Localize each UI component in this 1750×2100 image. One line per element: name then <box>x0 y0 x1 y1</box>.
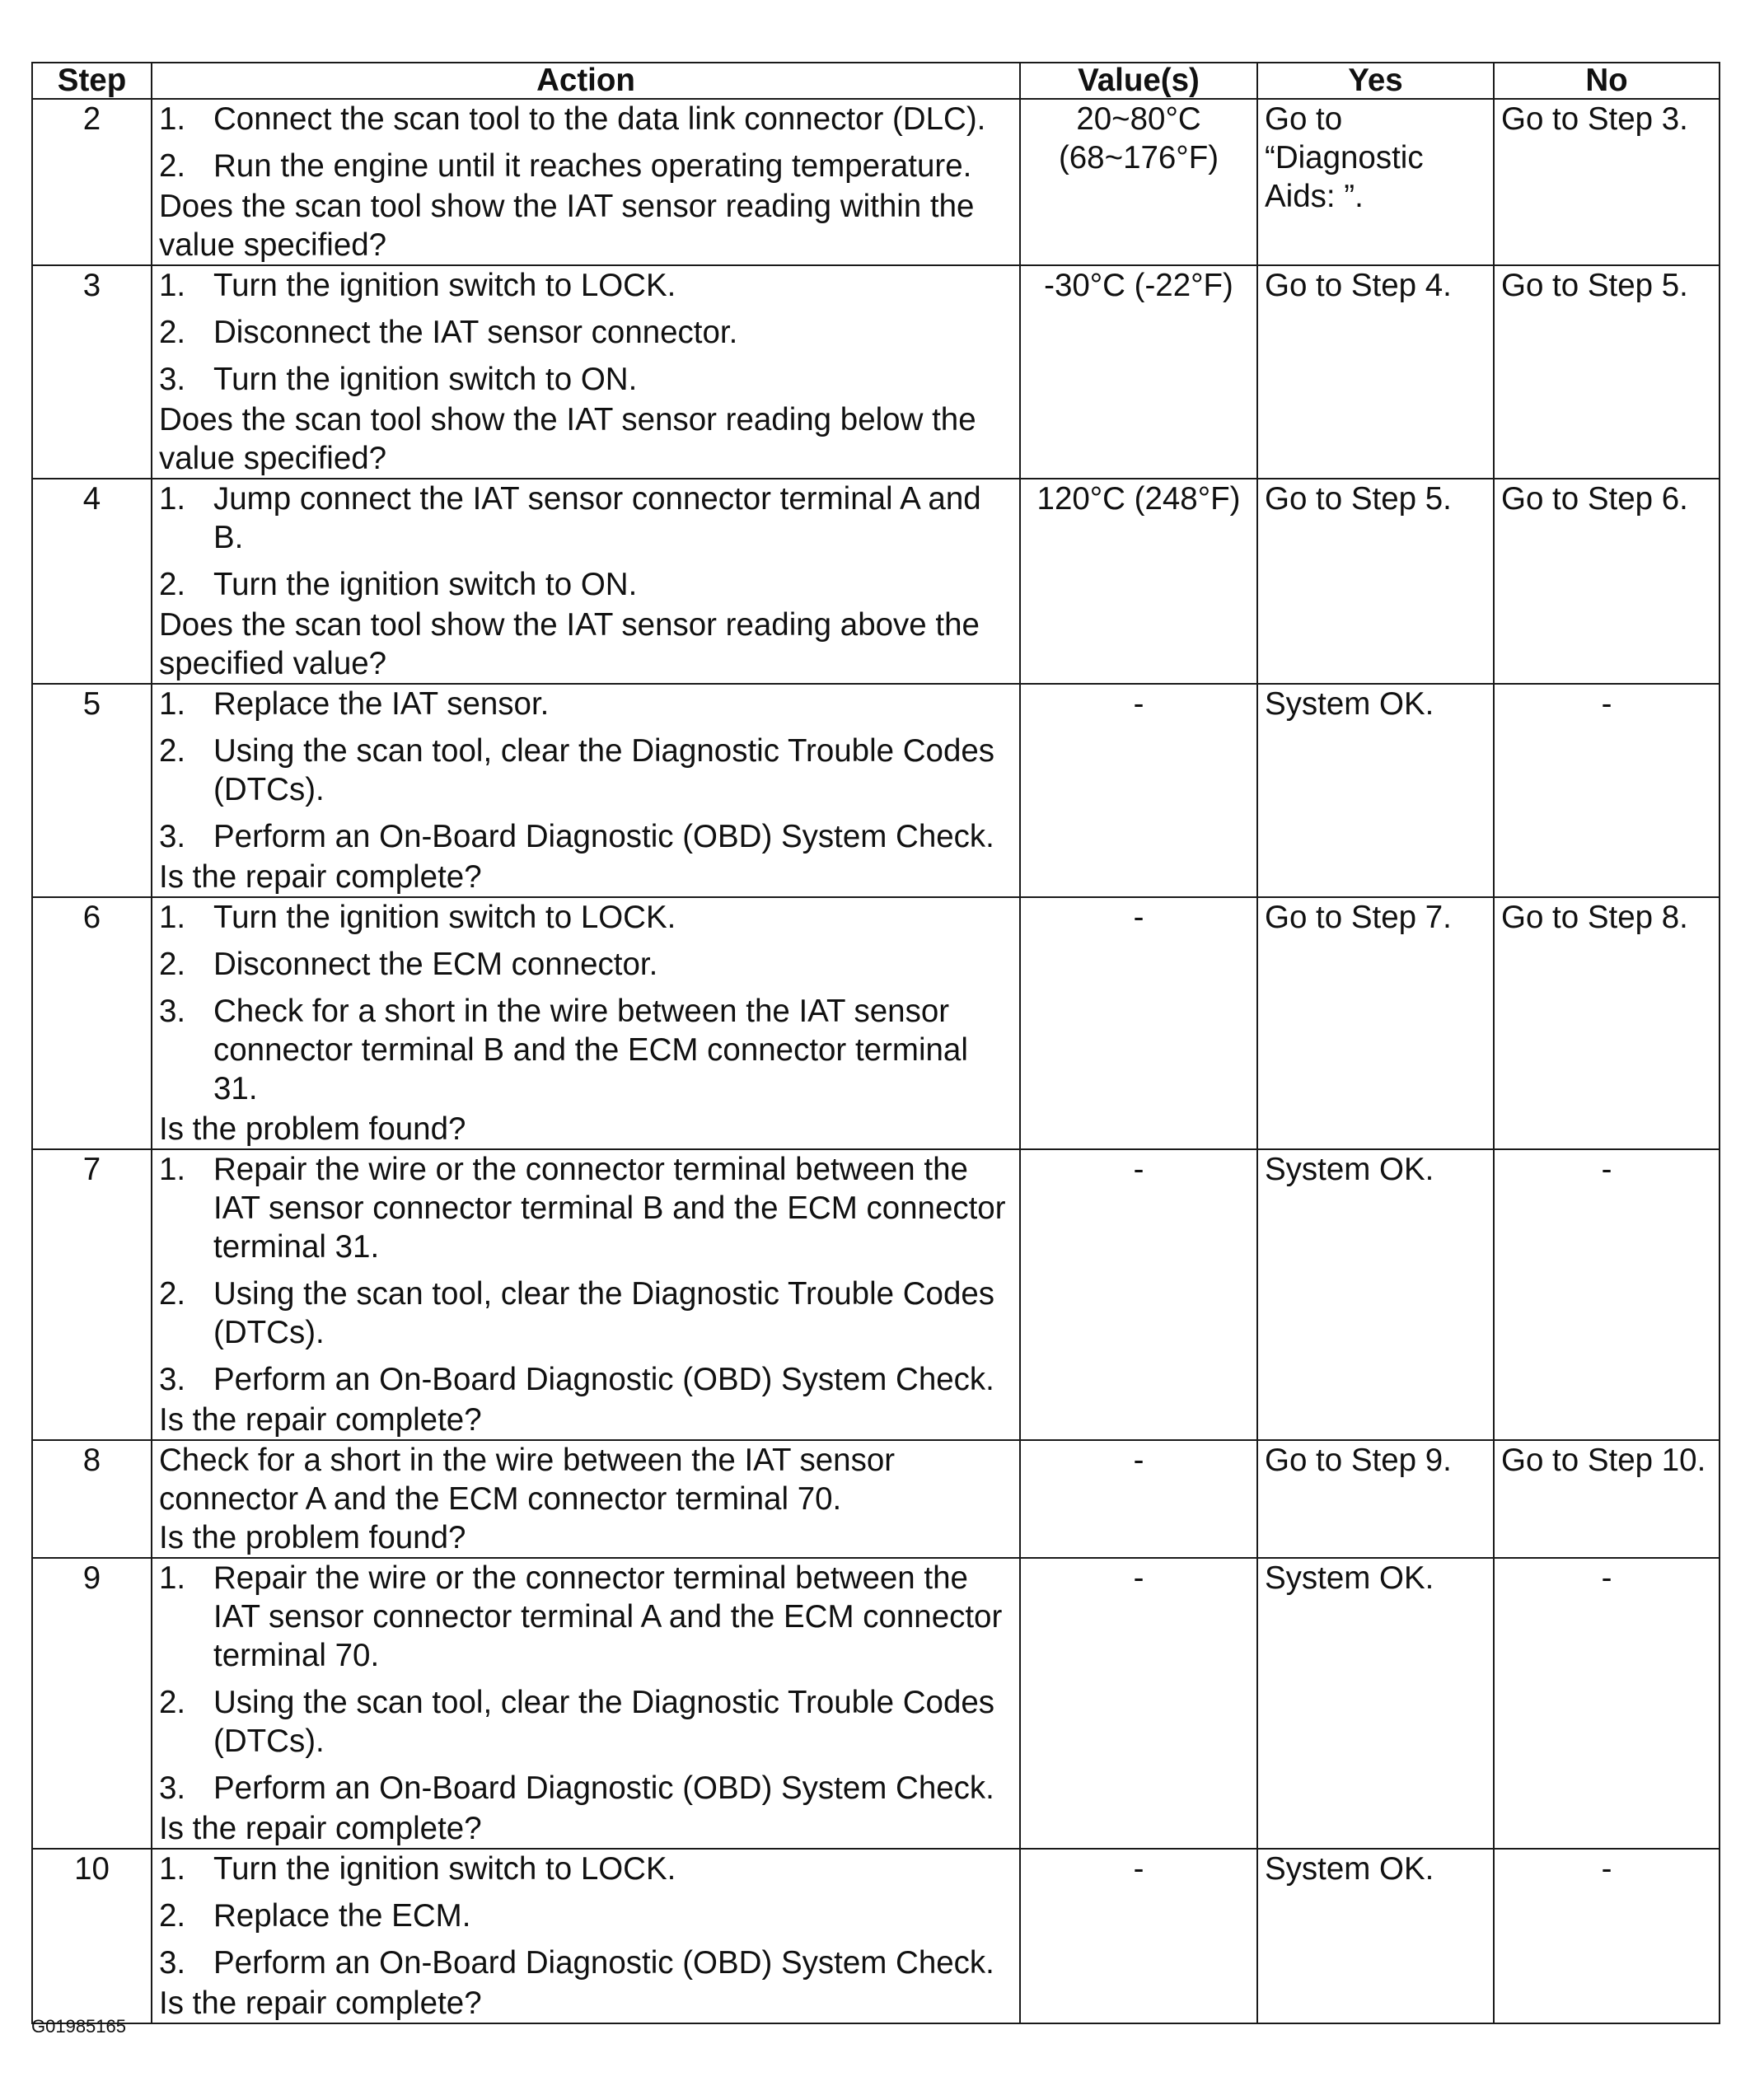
action-question: Is the repair complete? <box>159 859 482 895</box>
step-number: 6 <box>32 897 152 1149</box>
action-cell <box>152 897 1020 1149</box>
no-cell: Go to Step 8. <box>1494 897 1720 1149</box>
value-text: - <box>1133 1152 1144 1187</box>
action-item-text: Replace the IAT sensor. <box>213 686 550 722</box>
action-item-text: Turn the ignition switch to ON. <box>213 567 638 602</box>
table-row <box>32 684 1720 897</box>
table-header <box>32 63 1720 99</box>
value-text: - <box>1133 900 1144 935</box>
action-item <box>159 732 1013 809</box>
action-question: Does the scan tool show the IAT sensor reading within the value specified? <box>159 189 975 263</box>
table-row <box>32 897 1720 1149</box>
value-text: - <box>1133 1560 1144 1596</box>
action-question: Is the repair complete? <box>159 1985 482 2021</box>
action-item-text: Turn the ignition switch to LOCK. <box>213 268 676 303</box>
header-action: Action <box>152 63 1020 99</box>
action-item-text: Perform an On-Board Diagnostic (OBD) System Check. <box>213 819 994 854</box>
step-number: 9 <box>32 1558 152 1849</box>
header-row <box>32 63 1720 99</box>
table-row <box>32 479 1720 684</box>
action-item-number: 2. <box>159 148 186 184</box>
action-question: Is the problem found? <box>159 1111 466 1147</box>
table-row <box>32 99 1720 265</box>
action-item <box>159 992 1013 1108</box>
table-row <box>32 1440 1720 1558</box>
action-item-number: 3. <box>159 819 186 854</box>
header-step: Step <box>32 63 152 99</box>
action-item-number: 3. <box>159 1770 186 1806</box>
no-cell: Go to Step 6. <box>1494 479 1720 684</box>
value-text: -30°C (-22°F) <box>1044 268 1233 303</box>
action-item <box>159 945 1013 984</box>
step-number: 5 <box>32 684 152 897</box>
action-question: Does the scan tool show the IAT sensor reading above the specified value? <box>159 607 980 681</box>
header-no: No <box>1494 63 1720 99</box>
yes-cell: Go to Step 7. <box>1257 897 1494 1149</box>
action-item-number: 2. <box>159 733 186 769</box>
action-item <box>159 1274 1013 1352</box>
step-number: 7 <box>32 1149 152 1440</box>
step-number: 10 <box>32 1849 152 2023</box>
value-cell <box>1020 99 1257 265</box>
action-item-text: Replace the ECM. <box>213 1898 471 1934</box>
action-item-text: Using the scan tool, clear the Diagnostic Trouble Codes (DTCs). <box>213 1276 995 1350</box>
action-cell <box>152 479 1020 684</box>
yes-cell: Go to Step 9. <box>1257 1440 1494 1558</box>
action-item <box>159 1150 1013 1266</box>
action-item <box>159 1850 1013 1888</box>
action-item <box>159 817 1013 856</box>
action-item-text: Turn the ignition switch to ON. <box>213 362 638 397</box>
yes-cell: Go to Step 4. <box>1257 265 1494 479</box>
no-cell: - <box>1494 1558 1720 1849</box>
no-cell: - <box>1494 1149 1720 1440</box>
header-yes: Yes <box>1257 63 1494 99</box>
action-cell <box>152 265 1020 479</box>
action-question: Is the repair complete? <box>159 1811 482 1846</box>
action-item <box>159 1360 1013 1399</box>
action-item-text: Turn the ignition switch to LOCK. <box>213 1851 676 1887</box>
action-item-text: Perform an On-Board Diagnostic (OBD) System Check. <box>213 1945 994 1981</box>
action-cell <box>152 1149 1020 1440</box>
action-item-number: 1. <box>159 900 186 935</box>
action-item <box>159 147 1013 185</box>
action-text: Check for a short in the wire between the IAT sensor connector A and the ECM connector terminal 70. <box>159 1443 896 1517</box>
action-question: Is the repair complete? <box>159 1402 482 1438</box>
value-cell <box>1020 897 1257 1149</box>
action-item-text: Repair the wire or the connector terminal between the IAT sensor connector terminal A and the ECM connector terminal 70. <box>213 1560 1003 1673</box>
action-item-text: Connect the scan tool to the data link connector (DLC). <box>213 101 986 137</box>
yes-cell: System OK. <box>1257 1849 1494 2023</box>
step-number: 2 <box>32 99 152 265</box>
no-cell: Go to Step 3. <box>1494 99 1720 265</box>
action-item-number: 1. <box>159 101 186 137</box>
yes-cell: Go to Step 5. <box>1257 479 1494 684</box>
action-item-text: Repair the wire or the connector terminal between the IAT sensor connector terminal B and the ECM connector terminal 31. <box>213 1152 1006 1265</box>
no-cell: Go to Step 10. <box>1494 1440 1720 1558</box>
action-item-number: 1. <box>159 1851 186 1887</box>
action-cell <box>152 1558 1020 1849</box>
action-item-number: 1. <box>159 1152 186 1187</box>
action-item <box>159 898 1013 937</box>
table-row <box>32 1149 1720 1440</box>
action-item-text: Using the scan tool, clear the Diagnostic Trouble Codes (DTCs). <box>213 1685 995 1759</box>
action-item-text: Perform an On-Board Diagnostic (OBD) System Check. <box>213 1362 994 1397</box>
action-item-text: Using the scan tool, clear the Diagnostic Trouble Codes (DTCs). <box>213 733 995 807</box>
action-item <box>159 360 1013 399</box>
value-cell <box>1020 479 1257 684</box>
action-item-number: 2. <box>159 1276 186 1312</box>
value-text-secondary: (68~176°F) <box>1058 140 1219 175</box>
action-item <box>159 266 1013 305</box>
action-item <box>159 685 1013 723</box>
action-item-number: 2. <box>159 947 186 982</box>
value-cell <box>1020 1558 1257 1849</box>
diagnostic-table <box>31 62 1720 2024</box>
yes-cell: System OK. <box>1257 1149 1494 1440</box>
figure-id: G01985165 <box>31 2016 126 2037</box>
action-item <box>159 565 1013 604</box>
yes-cell: System OK. <box>1257 1558 1494 1849</box>
action-item-number: 1. <box>159 481 186 517</box>
action-item-number: 1. <box>159 268 186 303</box>
step-number: 4 <box>32 479 152 684</box>
action-item-number: 1. <box>159 686 186 722</box>
value-text: 120°C (248°F) <box>1036 481 1241 517</box>
action-question: Is the problem found? <box>159 1520 466 1555</box>
action-item <box>159 1897 1013 1935</box>
table-row <box>32 1849 1720 2023</box>
action-item-number: 3. <box>159 1362 186 1397</box>
value-text: 20~80°C <box>1076 101 1201 137</box>
value-cell <box>1020 1440 1257 1558</box>
header-values: Value(s) <box>1020 63 1257 99</box>
value-cell <box>1020 684 1257 897</box>
value-text: - <box>1133 686 1144 722</box>
step-number: 3 <box>32 265 152 479</box>
table-row <box>32 265 1720 479</box>
action-item <box>159 1559 1013 1675</box>
action-item <box>159 1943 1013 1982</box>
value-cell <box>1020 1849 1257 2023</box>
action-item <box>159 479 1013 557</box>
action-cell <box>152 1849 1020 2023</box>
no-cell: - <box>1494 1849 1720 2023</box>
action-item-number: 3. <box>159 994 186 1029</box>
action-item <box>159 1769 1013 1808</box>
action-cell <box>152 99 1020 265</box>
action-item <box>159 1683 1013 1761</box>
action-item-text: Jump connect the IAT sensor connector terminal A and B. <box>213 481 981 555</box>
value-cell <box>1020 1149 1257 1440</box>
action-item <box>159 313 1013 352</box>
table-row <box>32 1558 1720 1849</box>
action-item-number: 3. <box>159 1945 186 1981</box>
action-item-text: Perform an On-Board Diagnostic (OBD) System Check. <box>213 1770 994 1806</box>
action-item-number: 1. <box>159 1560 186 1596</box>
no-cell: Go to Step 5. <box>1494 265 1720 479</box>
action-item-number: 2. <box>159 1898 186 1934</box>
yes-cell: System OK. <box>1257 684 1494 897</box>
action-question: Does the scan tool show the IAT sensor reading below the value specified? <box>159 402 976 476</box>
action-cell <box>152 684 1020 897</box>
table-body <box>32 99 1720 2023</box>
value-cell <box>1020 265 1257 479</box>
action-item-text: Disconnect the ECM connector. <box>213 947 658 982</box>
value-text: - <box>1133 1443 1144 1478</box>
action-item-number: 2. <box>159 1685 186 1720</box>
yes-cell: Go to “Diagnostic Aids: ”. <box>1257 99 1494 265</box>
action-item-text: Turn the ignition switch to LOCK. <box>213 900 676 935</box>
action-item <box>159 100 1013 138</box>
value-text: - <box>1133 1851 1144 1887</box>
action-item-text: Disconnect the IAT sensor connector. <box>213 315 738 350</box>
action-item-number: 2. <box>159 567 186 602</box>
action-cell <box>152 1440 1020 1558</box>
action-item-number: 2. <box>159 315 186 350</box>
step-number: 8 <box>32 1440 152 1558</box>
action-item-text: Run the engine until it reaches operating temperature. <box>213 148 972 184</box>
no-cell: - <box>1494 684 1720 897</box>
action-item-text: Check for a short in the wire between the IAT sensor connector terminal B and the ECM connector terminal 31. <box>213 994 968 1106</box>
action-item-number: 3. <box>159 362 186 397</box>
